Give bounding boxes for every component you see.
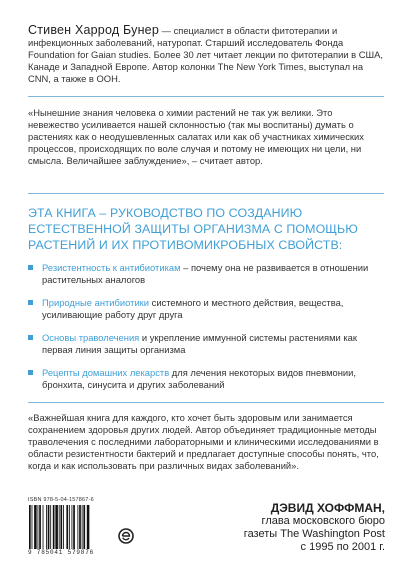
square-bullet-icon [28,335,33,340]
barcode-bar [77,505,78,549]
barcode-bar [73,505,75,549]
feature-highlight: Природные антибиотики [42,297,150,308]
feature-highlight: Основы траволечения [42,332,140,343]
reviewer-name: ДЭВИД ХОФФМАН, [270,501,385,515]
barcode-bar [60,505,62,549]
reviewer-title-line: с 1995 по 2001 г. [300,541,385,553]
divider-middle [28,193,384,194]
barcode-bar [29,505,31,549]
barcode-bar [59,505,60,549]
feature-item [28,262,388,286]
square-bullet-icon [28,265,33,270]
reviewer-title-line: газеты The Washington Post [243,528,385,540]
review-attribution [165,502,385,554]
feature-list [28,262,388,402]
barcode-bar [53,505,55,549]
square-bullet-icon [28,300,33,305]
feature-highlight: Рецепты домашних лекарств [42,367,170,378]
feature-text: для лечения некоторых видов пневмонии, бронхита, синусита и других заболеваний [42,367,356,390]
square-bullet-icon [28,370,33,375]
barcode-bar [82,505,83,549]
barcode-bar [38,505,39,549]
feature-item [28,332,388,356]
author-name: Стивен Харрод Бунер [28,23,159,37]
author-bio-text: — специалист в области фитотерапии и инфекционных заболеваний, натуропат. Старший исследователь Фонда Foundation for Gaian studies. Более 30 лет читает лекции по фитотерапии в США, Канаде и Западной Европе. Автор колонки The New York Times, выступал на CNN, а также в ООН. [28,25,383,84]
barcode-bar [83,505,85,549]
publisher-logo-icon [118,528,134,544]
feature-item [28,367,388,391]
barcode-bar [55,505,58,549]
isbn-label: ISBN 978-5-04-157867-6 [28,497,94,503]
barcode-bar [69,505,70,549]
barcode-bar [34,505,37,549]
barcode-bar [72,505,73,549]
book-headline: ЭТА КНИГА – РУКОВОДСТВО ПО СОЗДАНИЮ ЕСТЕСТВЕННОЙ ЗАЩИТЫ ОРГАНИЗМА С ПОМОЩЬЮ РАСТЕНИЙ И ИХ ПРОТИВОМИКРОБНЫХ СВОЙСТВ: [28,206,358,252]
barcode [28,505,110,549]
barcode-number: 9 785041 579876 [28,549,95,556]
barcode-bar [79,505,81,549]
review-quote: «Важнейшая книга для каждого, кто хочет быть здоровым или занимается сохранением здоровья других людей. Автор объединяет традиционные методы траволечения с последними лабораторными и клиническими исследованиями в области резистентности бактерий и предлагает доступные способы понять, что, когда и как использовать при различных видах заболеваний». [28,412,379,471]
barcode-bar [87,505,90,549]
barcode-bar [32,505,33,549]
barcode-bar [46,505,47,549]
barcode-bar [63,505,64,549]
feature-item [28,297,388,321]
author-bio [28,24,388,85]
divider-bottom [28,402,384,403]
feature-text: системного и местного действия, вещества, усиливающие работу друг друга [42,297,344,320]
divider-top [28,96,384,97]
barcode-bar [66,505,68,549]
author-quote: «Нынешние знания человека о химии растений не так уж велики. Это невежество усиливается нашей склонностью (так мы воспитаны) думать о растениях как о неодушевленных салатах или как об участниках химических процессов, происходящих по воле случая и потому не имеющих ни цели, ни смысла. Величайшее заблуждение», – считает автор. [28,107,364,166]
barcode-bar [50,505,51,549]
barcode-bar [43,505,44,549]
feature-highlight: Резистентность к антибиотикам [42,262,181,273]
feature-text: – почему она не развивается в отношении растительных аналогов [42,262,369,285]
reviewer-title-line: глава московского бюро [261,515,385,527]
feature-text: и укрепление иммунной системы растениями как первая линия защиты организма [42,332,357,355]
barcode-bar [39,505,41,549]
barcode-bar [48,505,50,549]
